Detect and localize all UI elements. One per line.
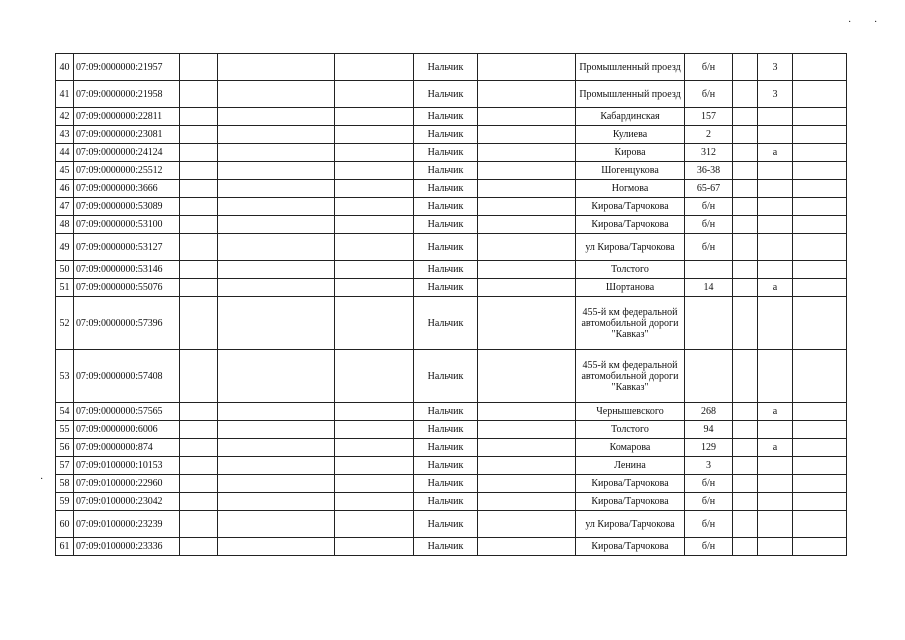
empty-cell [793,297,847,350]
empty-cell [793,162,847,180]
city-cell: Нальчик [414,234,478,261]
row-number-cell: 52 [56,297,74,350]
scan-mark: · [874,17,878,28]
table-row [56,144,847,162]
empty-cell [180,126,218,144]
cadastral-number-cell: 07:09:0000000:53089 [74,198,180,216]
house-number-cell: 3 [685,457,733,475]
empty-cell [218,511,335,538]
empty-cell [180,421,218,439]
empty-cell [478,403,576,421]
empty-cell [793,493,847,511]
house-number-cell: б/н [685,493,733,511]
empty-cell [180,216,218,234]
letter-cell [758,538,793,556]
empty-cell [218,162,335,180]
street-cell: Комарова [576,439,685,457]
empty-cell [218,297,335,350]
empty-cell [180,350,218,403]
empty-cell [733,234,758,261]
letter-cell [758,261,793,279]
table-row [56,198,847,216]
empty-cell [733,403,758,421]
empty-cell [180,234,218,261]
cadastral-number-cell: 07:09:0000000:57396 [74,297,180,350]
city-cell: Нальчик [414,144,478,162]
empty-cell [335,421,414,439]
letter-cell [758,457,793,475]
city-cell: Нальчик [414,475,478,493]
letter-cell: а [758,403,793,421]
empty-cell [478,493,576,511]
empty-cell [218,475,335,493]
letter-cell [758,297,793,350]
cadastral-number-cell: 07:09:0000000:53100 [74,216,180,234]
letter-cell [758,216,793,234]
empty-cell [733,279,758,297]
empty-cell [793,538,847,556]
empty-cell [793,279,847,297]
cadastral-number-cell: 07:09:0100000:22960 [74,475,180,493]
city-cell: Нальчик [414,198,478,216]
street-cell: ул Кирова/Тарчокова [576,234,685,261]
empty-cell [793,234,847,261]
empty-cell [180,198,218,216]
empty-cell [733,297,758,350]
city-cell: Нальчик [414,54,478,81]
street-cell: Промышленный проезд [576,81,685,108]
empty-cell [180,108,218,126]
letter-cell: а [758,144,793,162]
table-row [56,108,847,126]
row-number-cell: 47 [56,198,74,216]
empty-cell [180,511,218,538]
house-number-cell: 312 [685,144,733,162]
empty-cell [218,439,335,457]
row-number-cell: 58 [56,475,74,493]
empty-cell [218,538,335,556]
empty-cell [478,475,576,493]
empty-cell [335,108,414,126]
row-number-cell: 57 [56,457,74,475]
row-number-cell: 49 [56,234,74,261]
city-cell: Нальчик [414,297,478,350]
letter-cell [758,493,793,511]
empty-cell [218,198,335,216]
cadastral-number-cell: 07:09:0000000:55076 [74,279,180,297]
table-row [56,511,847,538]
cadastral-number-cell: 07:09:0000000:53127 [74,234,180,261]
cadastral-number-cell: 07:09:0000000:3666 [74,180,180,198]
empty-cell [793,216,847,234]
house-number-cell: 36-38 [685,162,733,180]
empty-cell [478,198,576,216]
row-number-cell: 59 [56,493,74,511]
row-number-cell: 56 [56,439,74,457]
empty-cell [478,81,576,108]
empty-cell [335,54,414,81]
empty-cell [335,234,414,261]
city-cell: Нальчик [414,261,478,279]
empty-cell [180,54,218,81]
house-number-cell: 268 [685,403,733,421]
cadastral-number-cell: 07:09:0000000:57408 [74,350,180,403]
empty-cell [335,538,414,556]
empty-cell [793,81,847,108]
cadastral-number-cell: 07:09:0000000:6006 [74,421,180,439]
city-cell: Нальчик [414,493,478,511]
cadastral-number-cell: 07:09:0000000:24124 [74,144,180,162]
row-number-cell: 61 [56,538,74,556]
empty-cell [218,54,335,81]
cadastral-number-cell: 07:09:0000000:25512 [74,162,180,180]
letter-cell [758,234,793,261]
letter-cell [758,198,793,216]
house-number-cell: 94 [685,421,733,439]
empty-cell [180,493,218,511]
table-row [56,439,847,457]
empty-cell [180,475,218,493]
empty-cell [218,180,335,198]
row-number-cell: 51 [56,279,74,297]
street-cell: Кирова/Тарчокова [576,216,685,234]
empty-cell [733,108,758,126]
empty-cell [793,54,847,81]
city-cell: Нальчик [414,350,478,403]
empty-cell [335,493,414,511]
cadastral-number-cell: 07:09:0000000:21957 [74,54,180,81]
letter-cell [758,511,793,538]
table-row [56,538,847,556]
row-number-cell: 42 [56,108,74,126]
cadastral-number-cell: 07:09:0100000:23336 [74,538,180,556]
city-cell: Нальчик [414,126,478,144]
empty-cell [793,198,847,216]
row-number-cell: 48 [56,216,74,234]
empty-cell [180,180,218,198]
empty-cell [218,81,335,108]
letter-cell: 3 [758,81,793,108]
house-number-cell: 65-67 [685,180,733,198]
street-cell: Промышленный проезд [576,54,685,81]
row-number-cell: 44 [56,144,74,162]
table-row [56,475,847,493]
empty-cell [478,261,576,279]
house-number-cell [685,261,733,279]
empty-cell [335,180,414,198]
empty-cell [335,198,414,216]
empty-cell [335,144,414,162]
empty-cell [478,538,576,556]
letter-cell [758,180,793,198]
city-cell: Нальчик [414,162,478,180]
row-number-cell: 60 [56,511,74,538]
letter-cell [758,421,793,439]
table-row [56,403,847,421]
empty-cell [180,261,218,279]
empty-cell [793,350,847,403]
row-number-cell: 41 [56,81,74,108]
empty-cell [218,403,335,421]
empty-cell [218,108,335,126]
empty-cell [478,144,576,162]
empty-cell [218,279,335,297]
empty-cell [733,457,758,475]
street-cell: Кирова/Тарчокова [576,198,685,216]
empty-cell [733,350,758,403]
empty-cell [218,457,335,475]
empty-cell [478,421,576,439]
empty-cell [478,234,576,261]
empty-cell [478,108,576,126]
row-number-cell: 43 [56,126,74,144]
empty-cell [733,475,758,493]
row-number-cell: 50 [56,261,74,279]
table-row [56,421,847,439]
street-cell: Чернышевского [576,403,685,421]
house-number-cell: б/н [685,475,733,493]
cadastral-number-cell: 07:09:0000000:57565 [74,403,180,421]
empty-cell [180,403,218,421]
empty-cell [218,216,335,234]
empty-cell [180,144,218,162]
cadastral-number-cell: 07:09:0000000:874 [74,439,180,457]
letter-cell [758,126,793,144]
house-number-cell: б/н [685,538,733,556]
empty-cell [335,261,414,279]
city-cell: Нальчик [414,279,478,297]
empty-cell [335,457,414,475]
empty-cell [793,439,847,457]
empty-cell [733,439,758,457]
row-number-cell: 40 [56,54,74,81]
empty-cell [180,439,218,457]
empty-cell [218,261,335,279]
empty-cell [335,439,414,457]
table-row [56,81,847,108]
empty-cell [733,162,758,180]
table-row [56,297,847,350]
letter-cell [758,475,793,493]
empty-cell [180,81,218,108]
house-number-cell: б/н [685,234,733,261]
empty-cell [335,216,414,234]
empty-cell [335,350,414,403]
cadastral-number-cell: 07:09:0000000:53146 [74,261,180,279]
empty-cell [478,297,576,350]
house-number-cell [685,297,733,350]
empty-cell [793,457,847,475]
empty-cell [335,126,414,144]
table-row [56,180,847,198]
house-number-cell: б/н [685,198,733,216]
house-number-cell: 157 [685,108,733,126]
empty-cell [733,180,758,198]
row-number-cell: 53 [56,350,74,403]
city-cell: Нальчик [414,439,478,457]
empty-cell [793,261,847,279]
street-cell: Кулиева [576,126,685,144]
registry-table [55,53,847,556]
empty-cell [478,457,576,475]
letter-cell: а [758,279,793,297]
empty-cell [478,511,576,538]
table-row [56,457,847,475]
house-number-cell: б/н [685,511,733,538]
street-cell: Толстого [576,421,685,439]
empty-cell [180,297,218,350]
cadastral-number-cell: 07:09:0100000:23042 [74,493,180,511]
empty-cell [733,421,758,439]
empty-cell [793,403,847,421]
empty-cell [335,403,414,421]
street-cell: 455-й км федеральной автомобильной дороги "Кавказ" [576,350,685,403]
letter-cell [758,108,793,126]
empty-cell [733,216,758,234]
table-row [56,216,847,234]
street-cell: Толстого [576,261,685,279]
table-row [56,126,847,144]
letter-cell [758,350,793,403]
empty-cell [335,81,414,108]
cadastral-number-cell: 07:09:0000000:21958 [74,81,180,108]
empty-cell [793,144,847,162]
empty-cell [733,81,758,108]
empty-cell [733,493,758,511]
empty-cell [793,511,847,538]
street-cell: Шортанова [576,279,685,297]
empty-cell [793,126,847,144]
city-cell: Нальчик [414,457,478,475]
table-row [56,261,847,279]
empty-cell [478,162,576,180]
table-row [56,162,847,180]
empty-cell [218,126,335,144]
house-number-cell: б/н [685,81,733,108]
cadastral-number-cell: 07:09:0100000:10153 [74,457,180,475]
empty-cell [733,54,758,81]
empty-cell [478,126,576,144]
empty-cell [335,475,414,493]
empty-cell [335,162,414,180]
house-number-cell: 14 [685,279,733,297]
house-number-cell [685,350,733,403]
empty-cell [733,511,758,538]
cadastral-number-cell: 07:09:0000000:22811 [74,108,180,126]
empty-cell [733,198,758,216]
row-number-cell: 54 [56,403,74,421]
empty-cell [218,144,335,162]
street-cell: ул Кирова/Тарчокова [576,511,685,538]
empty-cell [335,279,414,297]
city-cell: Нальчик [414,108,478,126]
street-cell: Шогенцукова [576,162,685,180]
empty-cell [793,180,847,198]
empty-cell [733,126,758,144]
city-cell: Нальчик [414,421,478,439]
house-number-cell: б/н [685,54,733,81]
letter-cell [758,162,793,180]
city-cell: Нальчик [414,216,478,234]
row-number-cell: 45 [56,162,74,180]
empty-cell [793,108,847,126]
city-cell: Нальчик [414,538,478,556]
empty-cell [180,279,218,297]
empty-cell [733,538,758,556]
table-row [56,54,847,81]
street-cell: Кирова/Тарчокова [576,538,685,556]
empty-cell [478,54,576,81]
city-cell: Нальчик [414,403,478,421]
city-cell: Нальчик [414,81,478,108]
empty-cell [478,279,576,297]
scan-mark: · [40,474,44,485]
row-number-cell: 55 [56,421,74,439]
cadastral-number-cell: 07:09:0000000:23081 [74,126,180,144]
house-number-cell: б/н [685,216,733,234]
empty-cell [478,439,576,457]
street-cell: Кирова/Тарчокова [576,493,685,511]
empty-cell [180,457,218,475]
street-cell: Ленина [576,457,685,475]
empty-cell [478,180,576,198]
empty-cell [335,511,414,538]
empty-cell [733,144,758,162]
cadastral-number-cell: 07:09:0100000:23239 [74,511,180,538]
empty-cell [218,493,335,511]
empty-cell [793,421,847,439]
table-row [56,279,847,297]
table-row [56,350,847,403]
street-cell: Ногмова [576,180,685,198]
empty-cell [733,261,758,279]
table-row [56,234,847,261]
street-cell: Кабардинская [576,108,685,126]
scan-mark: · [848,17,852,28]
empty-cell [478,216,576,234]
empty-cell [478,350,576,403]
empty-cell [180,162,218,180]
empty-cell [218,234,335,261]
empty-cell [335,297,414,350]
house-number-cell: 2 [685,126,733,144]
empty-cell [793,475,847,493]
street-cell: Кирова [576,144,685,162]
empty-cell [218,421,335,439]
house-number-cell: 129 [685,439,733,457]
street-cell: Кирова/Тарчокова [576,475,685,493]
street-cell: 455-й км федеральной автомобильной дороги "Кавказ" [576,297,685,350]
letter-cell: 3 [758,54,793,81]
empty-cell [180,538,218,556]
city-cell: Нальчик [414,511,478,538]
row-number-cell: 46 [56,180,74,198]
table-row [56,493,847,511]
city-cell: Нальчик [414,180,478,198]
empty-cell [218,350,335,403]
letter-cell: а [758,439,793,457]
